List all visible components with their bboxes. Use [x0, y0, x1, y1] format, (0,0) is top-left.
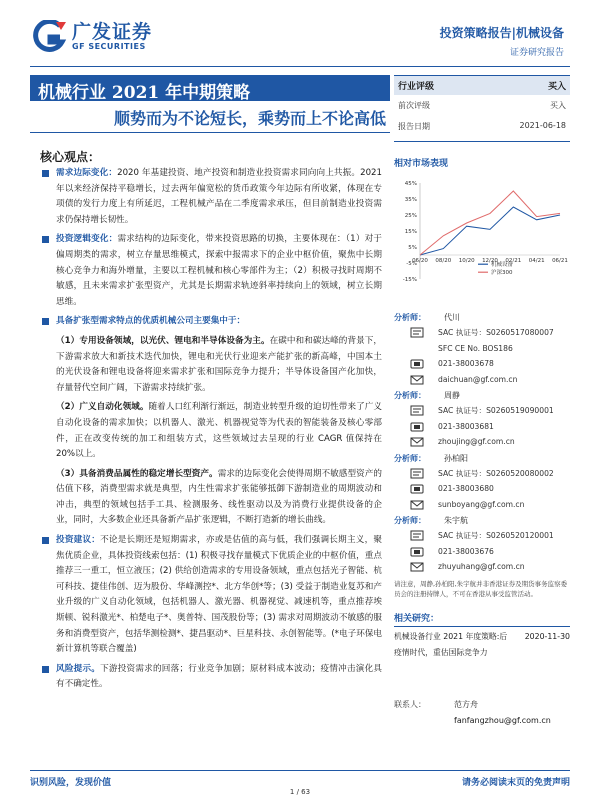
report-body [56, 166, 382, 697]
brand-name-en: GF SECURITIES [72, 41, 146, 51]
x-tick-label: 12/20 [482, 258, 498, 264]
paragraph [56, 314, 382, 330]
report-date-label: 报告日期 [398, 122, 430, 131]
gf-logo-icon [30, 20, 68, 52]
badge-icon [410, 468, 424, 479]
paragraph-lead: 具备扩张型需求特点的优质机械公司主要集中于： [56, 316, 246, 327]
email-icon [410, 499, 424, 510]
paragraph [56, 166, 382, 228]
paragraph-text: 2020 年基建投资、地产投资和制造业投资需求同向向上共振。2021 年以来经济保持平稳增长，过去两年偏宽松的货币政策今年边际有所收紧，体现在专项债的发行力度上有所延迟，工程机械产品在二季度需求承压，但目前制造业投资需求仍保持增长韧性。 [56, 168, 382, 225]
analyst-phone-text: 021-38003680 [438, 484, 494, 494]
related-research-heading: 相关研究： [394, 611, 570, 627]
contact-name: 范方舟 [454, 700, 478, 709]
analyst-name: 代川 [444, 313, 460, 322]
related-research-title: 机械设备行业 2021 年度策略:后疫情时代，重估国际竞争力 [394, 631, 508, 657]
x-tick-label: 02/21 [505, 258, 522, 264]
title-divider [30, 132, 390, 133]
analyst-phone-text: 021-38003681 [438, 421, 494, 431]
related-research-item [394, 629, 570, 661]
advice-text: 不论是长期还是短期需求，亦或是估值的高与低，我们强调长期主义，聚焦优质企业，具体投资线索包括：(1) 积极寻找存量模式下优质企业的中枢价值，重点推荐三一重工，恒立液压；(2) 供给创造需求的专用设备领域，重点包括光子智能、杭可科技、捷佳伟创、迈为股份、华峰测控*、北方华创*等；(3) 受益于制造业复苏和产业升级的广义自动化领域，包括机器人、激光器、机器视觉、减速机等，重点推荐埃斯顿、锐科激光*、柏楚电子*、奥普特、国茂股份等；(3) 需求对周期波动不敏感的服务和消费型资产，包括华测检测*、捷昌驱动*、巨星科技、永创智能等。(*电子环保电新计算机等联合覆盖) [56, 535, 382, 655]
analyst-sac-text: SAC 执证号：S0260520120001 [438, 531, 554, 541]
report-title: 机械行业 2021 年中期策略 [30, 75, 390, 101]
analyst-phone [394, 544, 570, 560]
analyst-sfc-text: SFC CE No. BOS186 [438, 343, 513, 353]
analyst-sac [394, 466, 570, 482]
analyst-name: 朱宇航 [444, 516, 468, 525]
analyst-header [394, 453, 570, 464]
analyst-email-text: zhoujing@gf.com.cn [438, 437, 515, 447]
analyst-name: 周静 [444, 391, 460, 400]
analyst-role: 分析师： [394, 313, 426, 322]
badge-icon [410, 327, 424, 338]
analyst-sac-text: SAC 执证号：S0260519090001 [438, 406, 554, 416]
bullet-icon [42, 170, 49, 177]
y-tick-label: 45% [404, 181, 417, 187]
contact [394, 697, 570, 729]
sub-paragraph [56, 467, 382, 529]
analyst-email[interactable] [394, 372, 570, 388]
y-tick-label: -15% [402, 277, 417, 283]
prev-rating-label: 前次评级 [398, 101, 430, 110]
sub-paragraph-text: 在碳中和和碳达峰的背景下，下游需求放大和新技术迭代加快，锂电和光伏行业迎来产能扩张的新高峰，中国本土的光伏设备和锂电设备将迎来需求扩张和国际竞争力提升；半导体设备国产化加快，存量替代空间广阔，下游需求持续扩张。 [56, 335, 382, 393]
risk-lead: 风险提示。 [56, 663, 101, 674]
phone-icon [410, 483, 424, 494]
paragraph [56, 662, 382, 693]
analyst-header [394, 390, 570, 401]
advice-lead: 投资建议： [56, 535, 101, 546]
sub-paragraph [56, 334, 382, 396]
report-subtitle: 顺势而为不论短长，乘势而上不论高低 [113, 109, 386, 128]
y-tick-label: 25% [404, 213, 417, 219]
disclaimer: 请注意，周静,孙柏阳,朱宇航并非香港证券及期货事务监察委员会的注册持牌人，不可在香港从事受监管活动。 [394, 579, 568, 598]
legend-label: 沪深300 [491, 270, 513, 277]
bullet-icon [42, 318, 49, 325]
analyst-email[interactable] [394, 559, 570, 575]
page-number: 1 / 63 [289, 788, 311, 796]
analyst-sfc [394, 341, 570, 357]
series-line-1 [420, 191, 560, 255]
analyst-sac [394, 528, 570, 544]
prev-rating-value: 买入 [550, 101, 566, 110]
email-icon [410, 561, 424, 572]
badge-icon [410, 530, 424, 541]
analyst-header [394, 312, 570, 323]
analyst-sac [394, 325, 570, 341]
core-views-heading: 核心观点： [40, 150, 101, 164]
bullet-icon [42, 236, 49, 243]
sidebar [394, 75, 570, 729]
analyst-role: 分析师： [394, 453, 426, 463]
rating-label: 行业评级 [398, 82, 435, 92]
y-tick-label: -5% [406, 261, 417, 267]
analyst-name: 孙柏阳 [444, 453, 468, 463]
x-tick-label: 06/20 [412, 258, 428, 264]
analyst-email-text: zhuyuhang@gf.com.cn [438, 562, 525, 572]
analyst-phone [394, 481, 570, 497]
report-date-value: 2021-06-18 [519, 121, 566, 130]
related-research-date: 2020-11-30 [524, 631, 570, 641]
analysts [394, 312, 570, 575]
phone-icon [410, 358, 424, 369]
paragraph [56, 533, 382, 658]
contact-label: 联系人： [394, 700, 426, 709]
contact-email[interactable]: fanfangzhou@gf.com.cn [454, 716, 551, 725]
sub-paragraph-lead: （2）广义自动化领域。 [56, 402, 149, 413]
y-tick-label: 35% [404, 197, 417, 203]
analyst-email-text: sunboyang@gf.com.cn [438, 499, 525, 509]
perf-title: 相对市场表现 [394, 159, 449, 169]
rating-header [394, 75, 570, 95]
analyst-phone-text: 021-38003676 [438, 546, 494, 556]
analyst-sac-text: SAC 执证号：S0260520080002 [438, 468, 554, 478]
header-divider [30, 66, 570, 67]
phone-icon [410, 546, 424, 557]
footer-divider [30, 770, 570, 771]
series-line-0 [420, 207, 560, 255]
bullet-icon [42, 537, 49, 544]
analyst-email-text: daichuan@gf.com.cn [438, 374, 518, 384]
report-type: 证券研究报告 [509, 48, 564, 58]
y-tick-label: 15% [404, 229, 417, 235]
sidebar-divider [394, 141, 570, 142]
relative-performance-chart [394, 175, 570, 305]
paragraph-text: 需求结构的边际变化，带来投资思路的切换，主要体现在：（1）对于偏周期类的需求，树立存量思维模式，探索中报需求下的企业中枢价值，聚焦中长期核心竞争力和海外增量，主要以工程机械和核心零部件为主；（2）积极寻找时周期不敏感，且未来需求扩张型资产，尤其是长期需求轨迹斜率持续向上的领域，树立长期思维。 [56, 234, 382, 307]
analyst-phone [394, 356, 570, 372]
phone-icon [410, 421, 424, 432]
brand-name: 广发证券 [72, 20, 153, 43]
x-tick-label: 04/21 [528, 258, 545, 264]
badge-icon [410, 405, 424, 416]
y-tick-label: 5% [408, 245, 417, 251]
sub-paragraph [56, 400, 382, 462]
email-icon [410, 374, 424, 385]
x-tick-label: 08/20 [435, 258, 452, 264]
sub-paragraph-text: 需求的边际变化会使得周期不敏感型资产的估值下移，消费型需求就是典型，内生性需求扩张能够抵御下游制造业的周期波动和冲击，典型的领域包括手工具、检测服务、线性驱动以及为消费行业提供设备的企业，同时，大多数企业还具备新产品扩张逻辑，不断打造新的增长曲线。 [56, 468, 382, 526]
bullet-icon [42, 666, 49, 673]
analyst-header [394, 515, 570, 526]
x-tick-label: 10/20 [458, 258, 475, 264]
legend-label: 机械设备 [491, 262, 514, 269]
analyst-email[interactable] [394, 497, 570, 513]
report-category: 投资策略报告|机械设备 [439, 26, 564, 40]
analyst-phone [394, 419, 570, 435]
paragraph-lead: 投资逻辑变化： [56, 234, 118, 245]
paragraph-lead: 需求边际变化： [56, 168, 118, 178]
analyst-role: 分析师： [394, 391, 426, 400]
report-date-row [394, 116, 570, 137]
x-tick-label: 06/21 [552, 258, 568, 264]
prev-rating-row [394, 95, 570, 116]
footer-disclaimer: 请务必阅读末页的免责声明 [461, 778, 570, 788]
footer-slogan: 识别风险，发现价值 [30, 778, 112, 788]
analyst-email[interactable] [394, 434, 570, 450]
rating-value: 买入 [547, 82, 566, 92]
paragraph [56, 232, 382, 310]
sub-paragraph-lead: （3）具备消费品属性的稳定增长型资产。 [56, 468, 218, 479]
brand-logo [30, 20, 152, 52]
email-icon [410, 436, 424, 447]
analyst-sac [394, 403, 570, 419]
sub-paragraph-lead: （1）专用设备领域，以光伏、锂电和半导体设备为主。 [56, 335, 270, 346]
sub-paragraph-text: 随着人口红利渐行渐远，制造业转型升级的迫切性带来了广义自动化设备的需求加快；以机器人、激光、机器视觉等为代表的智能装备及核心零部件，正在改变传统的加工和组装方式，这些领域过去呈现的行业 CAGR 值保持在 20%以上。 [56, 402, 382, 460]
analyst-phone-text: 021-38003678 [438, 359, 494, 369]
analyst-role: 分析师： [394, 516, 426, 525]
risk-text: 下游投资需求的回落；行业竞争加剧；原材料成本波动；疫情冲击演化具有不确定性。 [56, 663, 382, 690]
analyst-sac-text: SAC 执证号：S0260517080007 [438, 328, 554, 338]
